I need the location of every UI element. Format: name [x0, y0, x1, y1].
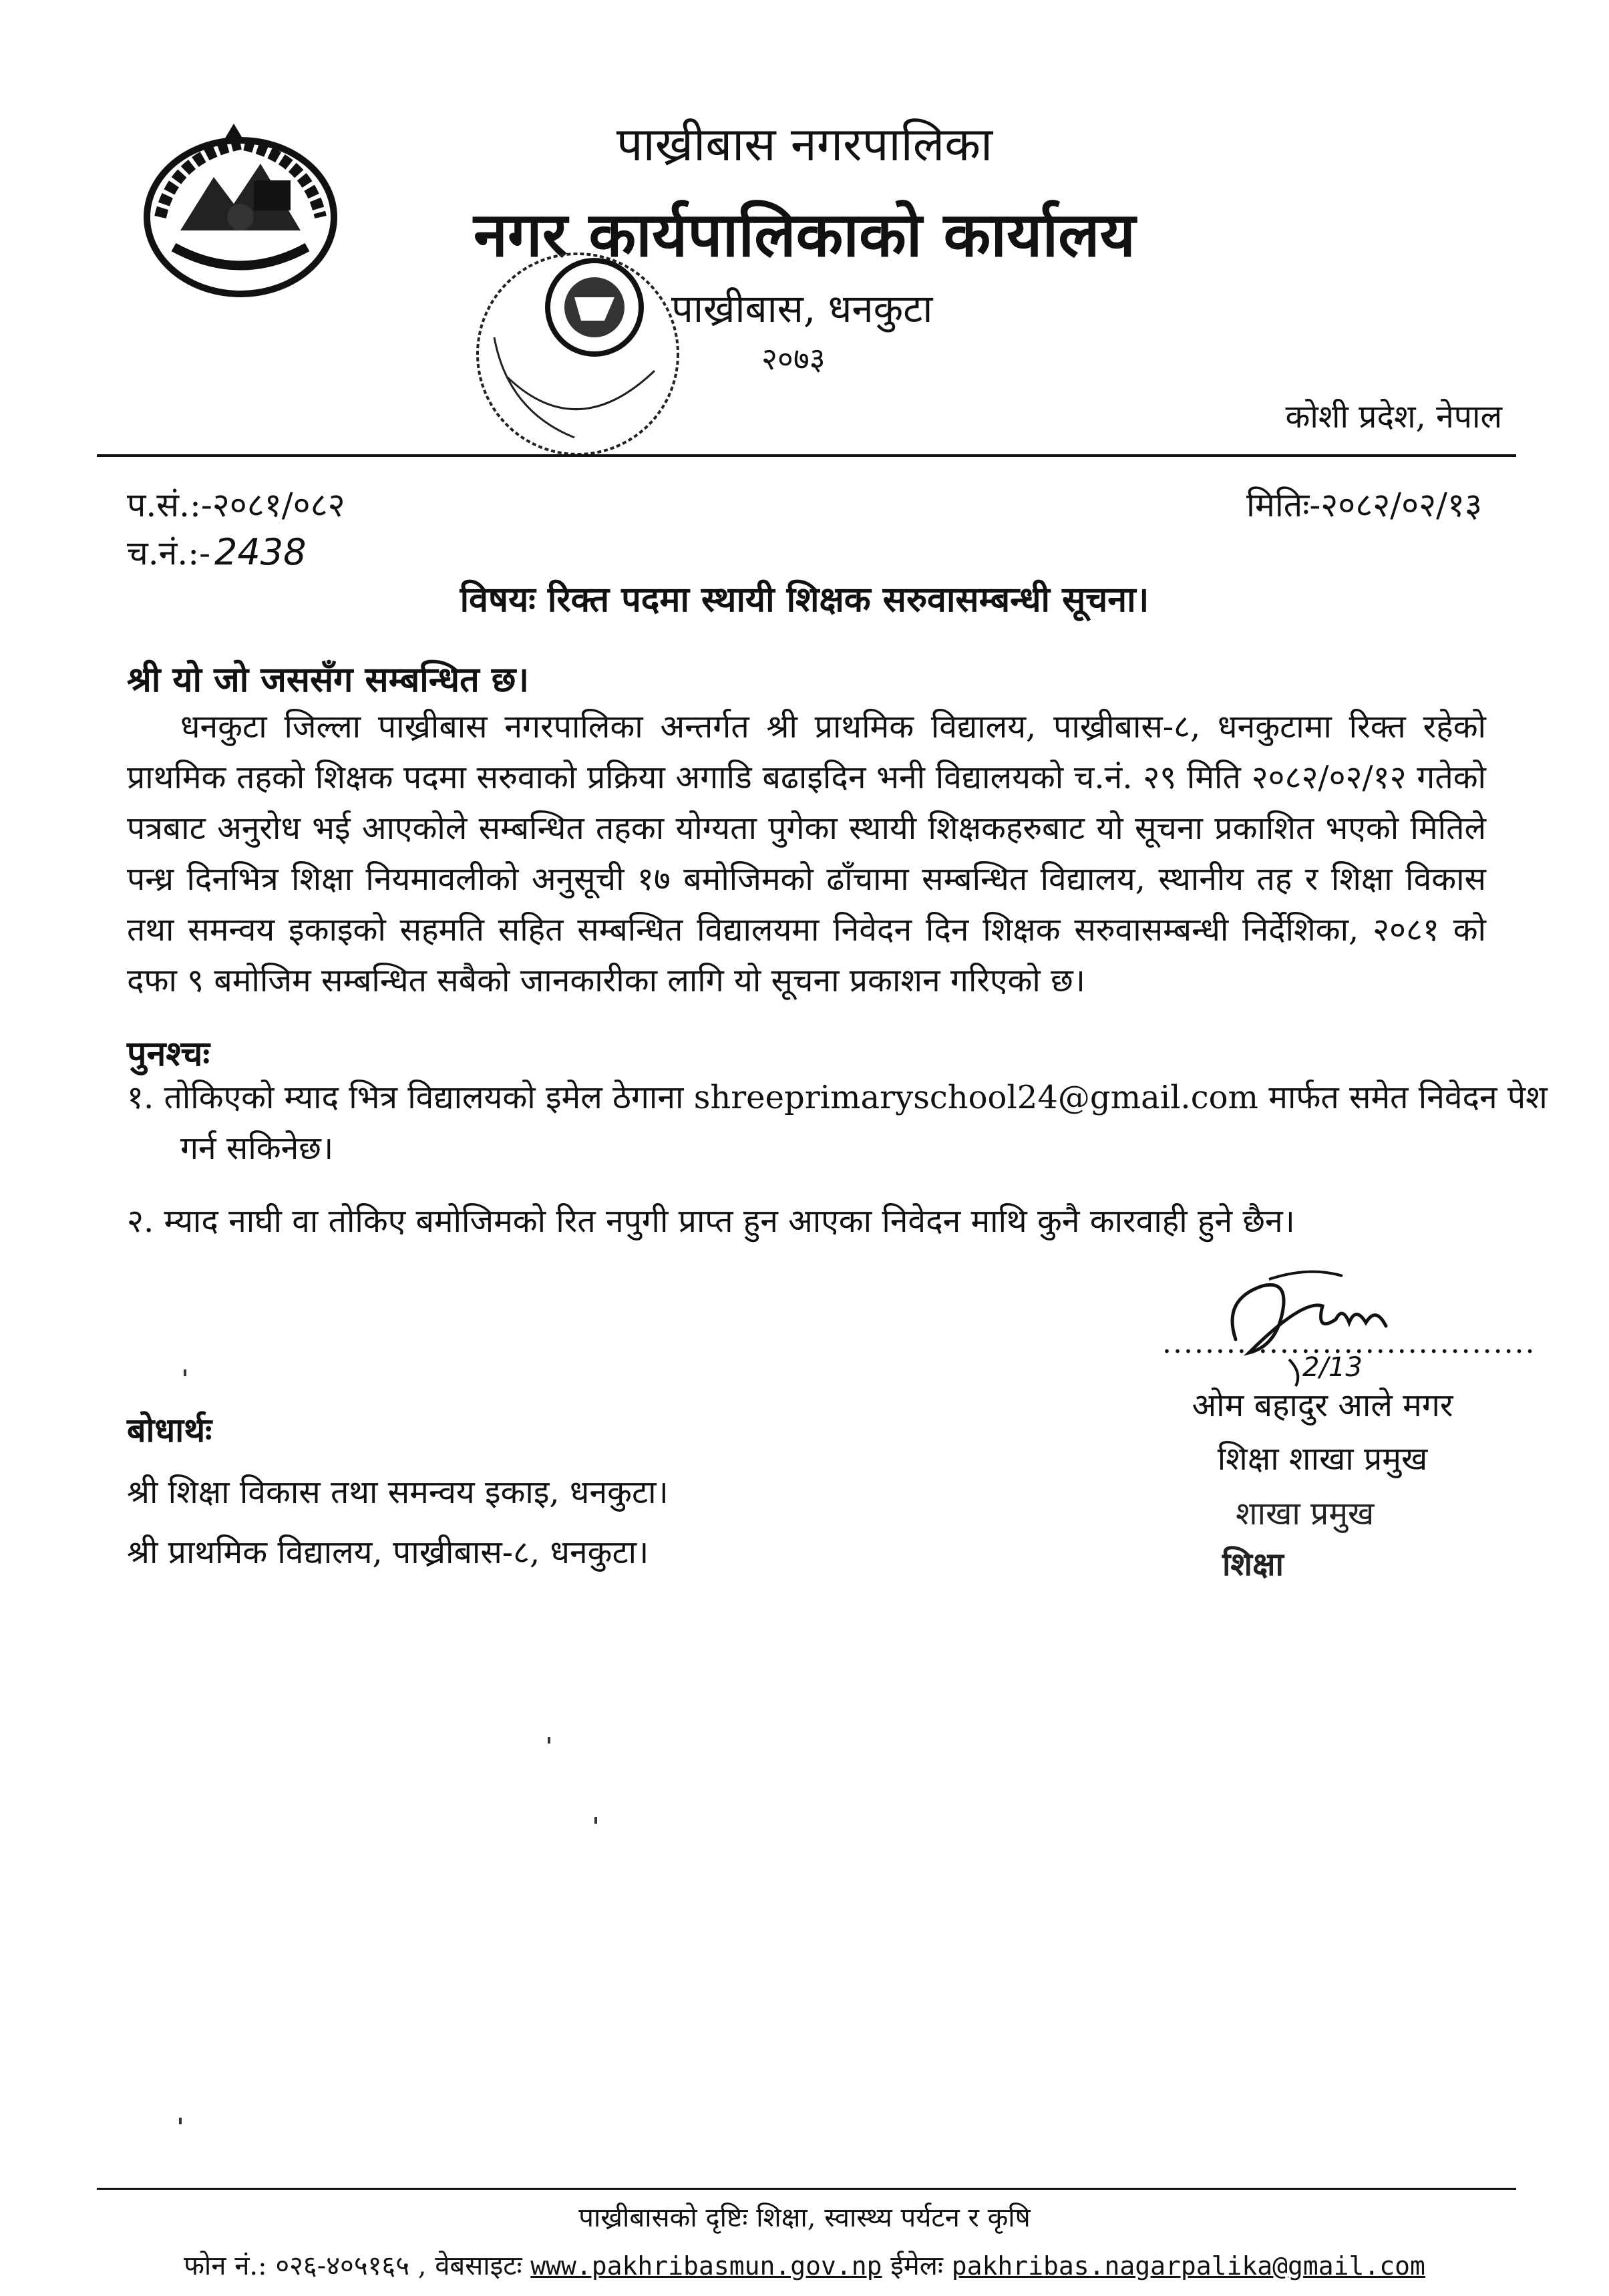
footer-contact: फोन नं.: ०२६-४०५१६५ , वेबसाइटः www.pakhribasmun.gov.np ईमेलः pakhribas.nagarpalika@gmail.com — [184, 2251, 1425, 2281]
phone-label: फोन नं.: — [184, 2251, 267, 2281]
salutation: श्री यो जो जससँग सम्बन्धित छ। — [127, 659, 530, 700]
footer-tagline: पाख्रीबासको दृष्टिः शिक्षा, स्वास्थ्य पर्यटन र कृषि — [578, 2202, 1031, 2233]
date-label: मितिः- — [1246, 486, 1321, 524]
cc-item: श्री शिक्षा विकास तथा समन्वय इकाइ, धनकुटा। — [127, 1474, 669, 1511]
signatory-name: ओम बहादुर आले मगर — [1192, 1387, 1453, 1424]
header-divider — [97, 454, 1516, 457]
postscript-item: २. म्याद नाघी वा तोकिए बमोजिमको रित नपुगी प्राप्त हुन आएका निवेदन माथि कुनै कारवाही हुने छैन। — [127, 1202, 1295, 1240]
footer-divider — [97, 2188, 1516, 2190]
signature-date-note: 2/13 — [1302, 1352, 1363, 1383]
office-address: पाख्रीबास, धनकुटा — [671, 286, 933, 331]
scan-speck — [179, 2118, 182, 2124]
website-link[interactable]: www.pakhribasmun.gov.np — [530, 2251, 882, 2281]
scan-speck — [548, 1737, 550, 1744]
cc-item: श्री प्राथमिक विद्यालय, पाख्रीबास-८, धनकुटा। — [127, 1534, 649, 1571]
dispatch-number — [127, 529, 306, 575]
email-link[interactable]: pakhribas.nagarpalika@gmail.com — [951, 2251, 1425, 2281]
office-title: नगर कार्यपालिकाको कार्यालय — [473, 198, 1136, 271]
date-value: २०८२/०२/१३ — [1320, 486, 1482, 524]
signature-line: ................................... — [1162, 1326, 1536, 1360]
postscript-item: १. तोकिएको म्याद भित्र विद्यालयको इमेल ठेगाना shreeprimaryschool24@gmail.com मार्फत समेत निवेदन पेश गर्न सकिनेछ। — [127, 1079, 1548, 1167]
notice-body: धनकुटा जिल्ला पाख्रीबास नगरपालिका अन्तर्गत श्री प्राथमिक विद्यालय, पाख्रीबास-८, धनकुटामा रिक्त रहेको प्राथमिक तहको शिक्षक पदमा सरुवाको प्रक्रिया अगाडि बढाइदिन भनी विद्यालयको च.नं. २९ मिति २०८२/०२/१२ गतेको पत्रबाट अनुरोध भई आएकोले सम्बन्धित तहका योग्यता पुगेका स्थायी शिक्षकहरुबाट यो सूचना प्रकाशित भएको मितिले पन्ध्र दिनभित्र शिक्षा नियमावलीको अनुसूची १७ बमोजिमको ढाँचामा सम्बन्धित विद्यालय, स्थानीय तह र शिक्षा विकास तथा समन्वय इकाइको सहमति सहित सम्बन्धित विद्यालयमा निवेदन दिन शिक्षक सरुवासम्बन्धी निर्देशिका, २०८१ को दफा ९ बमोजिम सम्बन्धित सबैको जानकारीका लागि यो सूचना प्रकाशन गरिएको छ। — [127, 708, 1486, 999]
established-year: २०७३ — [761, 341, 826, 377]
subject-line: विषयः रिक्त पदमा स्थायी शिक्षक सरुवासम्बन्धी सूचना। — [460, 579, 1149, 620]
ps-value: २०८१/०८२ — [212, 486, 345, 524]
reference-number — [127, 481, 345, 526]
cn-label: च.नं.:- — [127, 534, 211, 572]
website-label: वेबसाइटः — [435, 2251, 522, 2281]
signatory-title: शिक्षा शाखा प्रमुख — [1217, 1440, 1428, 1478]
letter-date — [1246, 481, 1482, 526]
municipality-name: पाख्रीबास नगरपालिका — [616, 117, 993, 172]
scan-speck — [184, 1369, 186, 1376]
municipal-seal-icon — [468, 244, 688, 464]
rubber-stamp-line: शिक्षा — [1222, 1546, 1284, 1583]
cn-value: 2438 — [214, 531, 307, 573]
province-label: कोशी प्रदेश, नेपाल — [1285, 398, 1502, 436]
postscript-heading: पुनश्चः — [127, 1033, 210, 1074]
rubber-stamp-line: शाखा प्रमुख — [1236, 1495, 1375, 1532]
email-label: ईमेलः — [890, 2251, 943, 2281]
cc-heading: बोधार्थः — [127, 1410, 212, 1450]
scan-speck — [594, 1817, 597, 1824]
ps-label: प.सं.:- — [127, 486, 212, 524]
phone-number: ०२६-४०५१६५ — [275, 2251, 410, 2281]
